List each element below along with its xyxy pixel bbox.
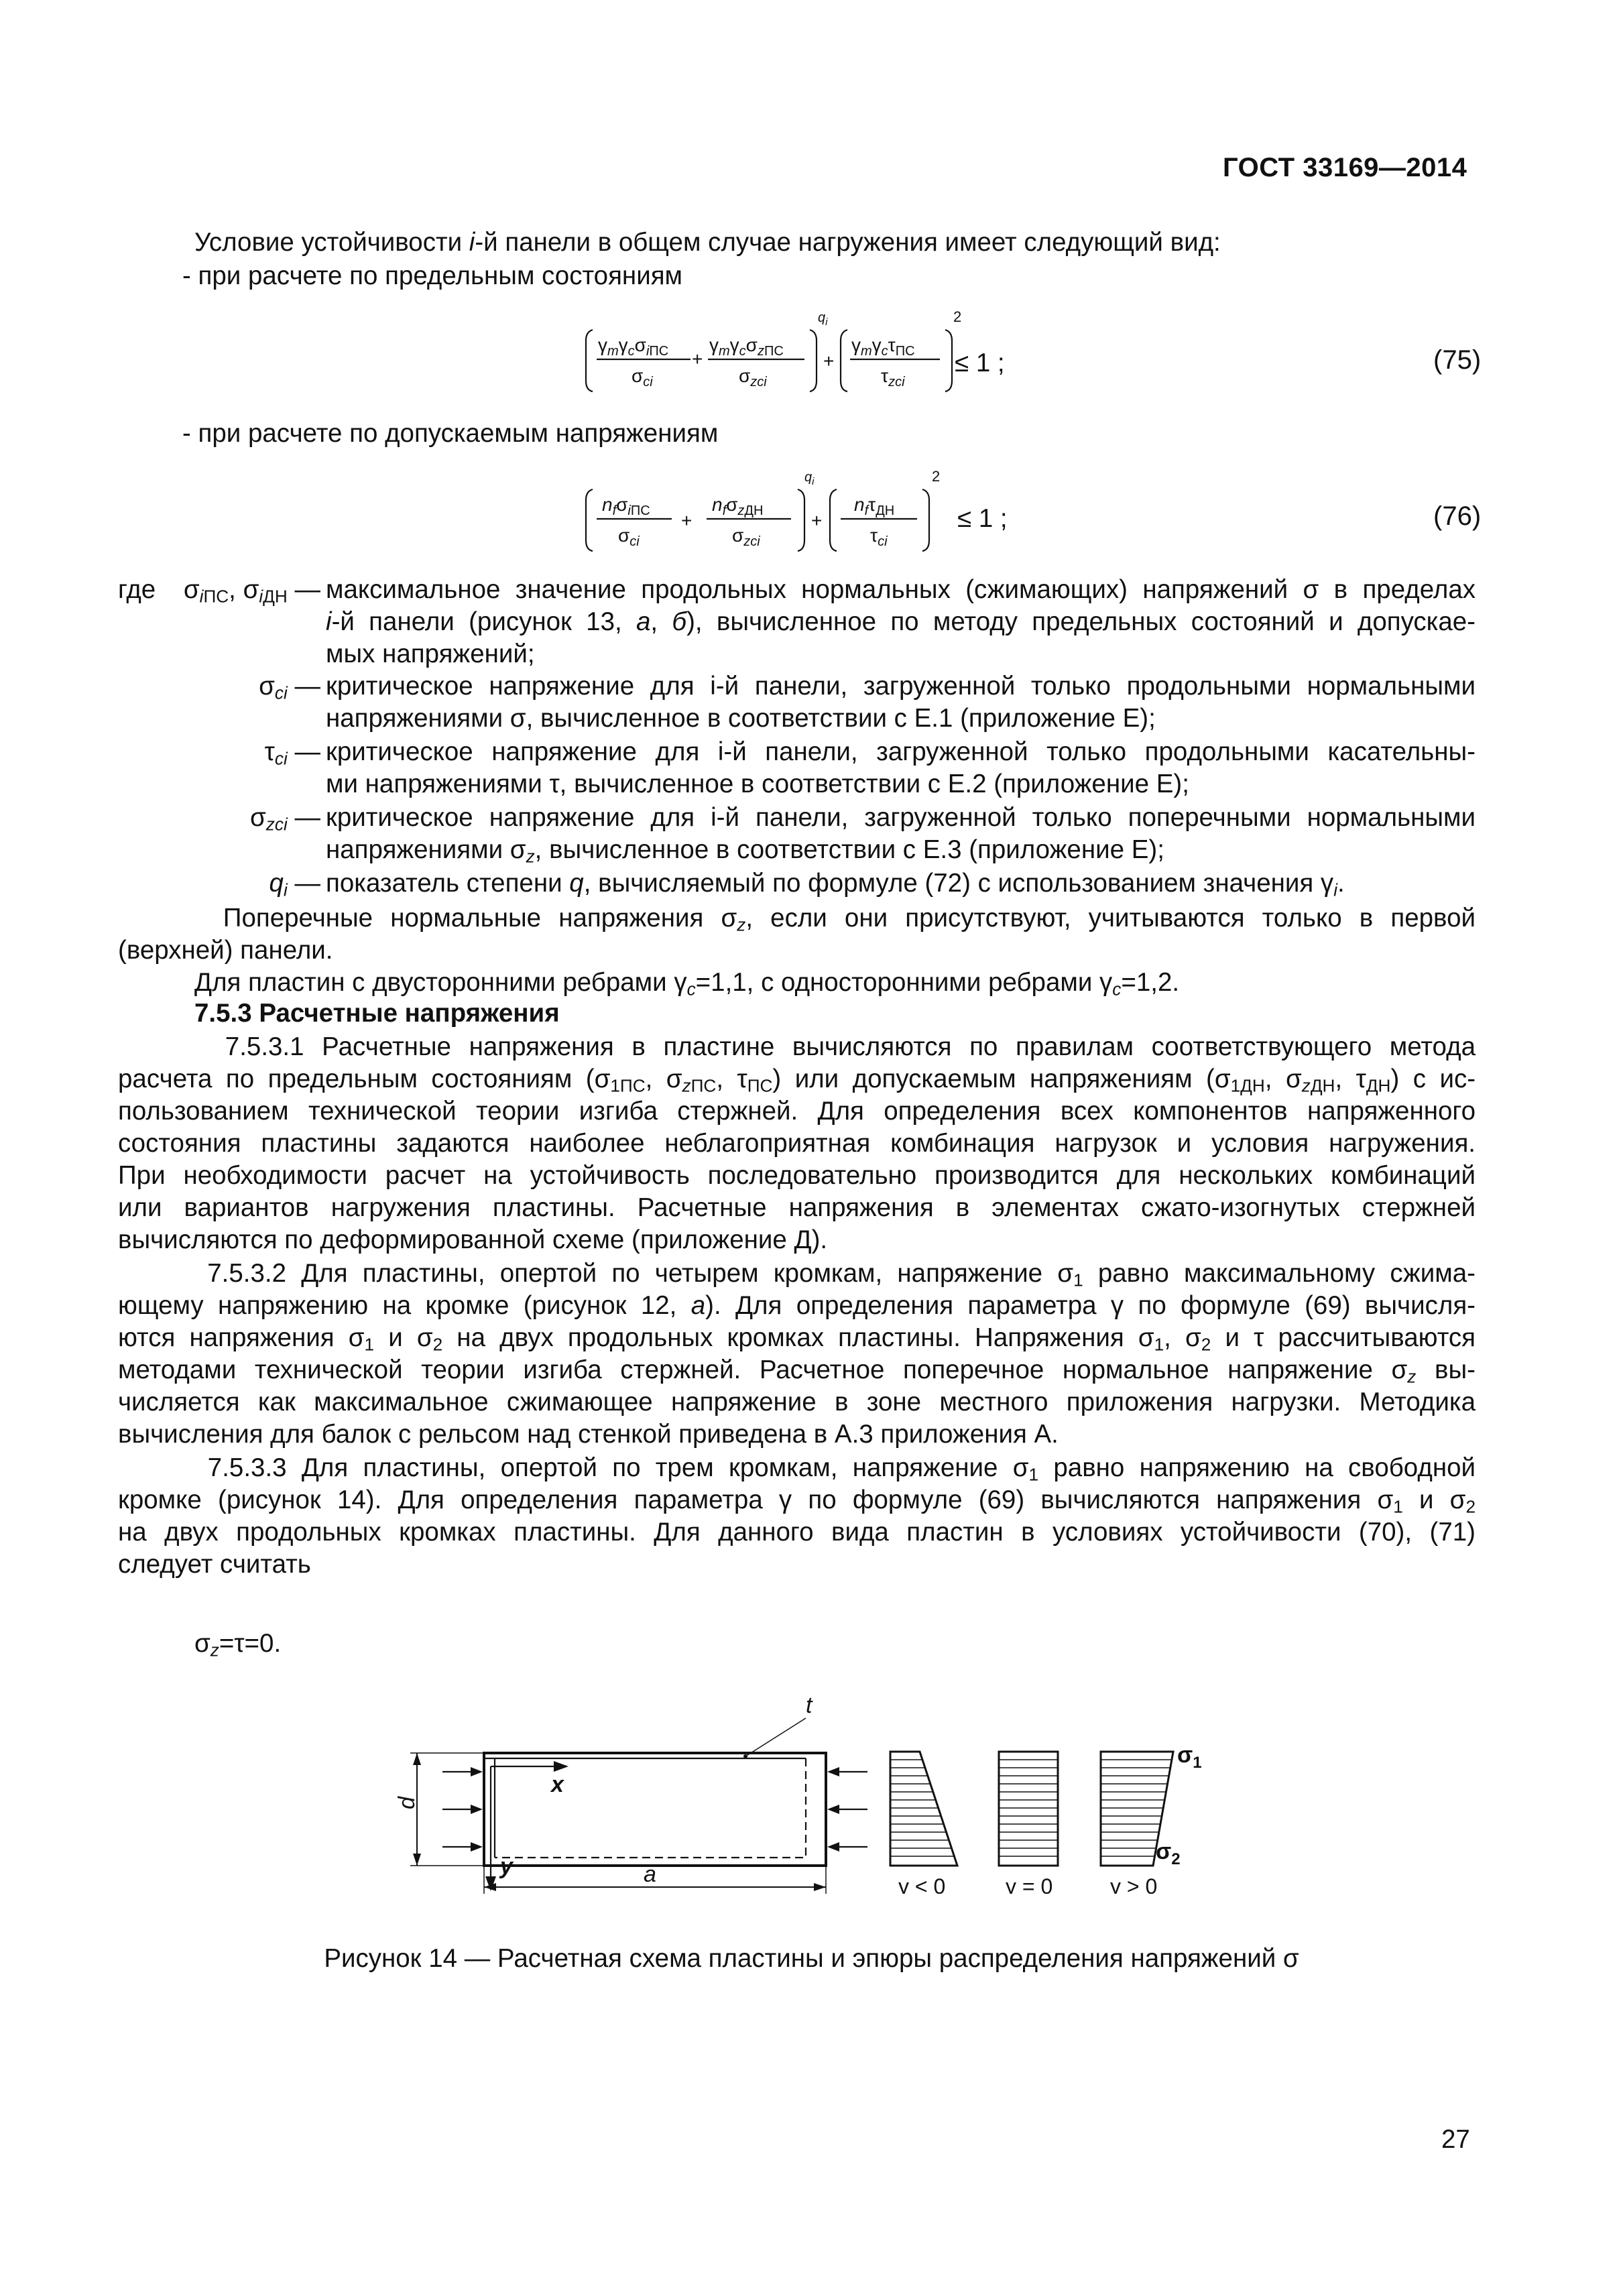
svg-text:σci: $\sigma_{ci}$: [618, 525, 640, 549]
bullet-limit-states: - при расчете по предельным состояниям: [182, 261, 683, 290]
svg-text:+: +: [823, 351, 835, 371]
definition-sigma-zci: критическое напряжение для i-й панели, загруженной только поперечными нормальными напряжениями $\sigma_z$, вычисленное в соответствии с Е.3 (приложение Е);: [326, 803, 1476, 867]
condition-sigma-z-tau: $\sigma_z=\tau=0$.: [194, 1629, 282, 1660]
definition-term-sigma-i: $\sigma_{iПС}$, $\sigma_{iДН}$ —: [183, 575, 320, 607]
figure-14: [375, 1693, 1247, 1894]
svg-text:τci: $\tau_{ci}$: [870, 525, 888, 549]
paragraph-transverse-stresses: Поперечные нормальные напряжения $\sigma_z$, если они присутствуют, учитываются только в первой (верхней) панели.: [118, 904, 1476, 965]
figure-14-caption: Рисунок 14 — Расчетная схема пластины и эпюры распределения напряжений σ: [324, 1944, 1299, 1973]
label-d: d: [394, 1797, 420, 1809]
svg-text:+: +: [811, 510, 823, 531]
svg-text:γmγcσiПС: $\gamma_m\gamma_c\sigma_{iПС}$: [598, 335, 669, 359]
definition-tau-ci: критическое напряжение для i-й панели, загруженной только продольными касательны- ми напряжениями τ, вычисленное в соответствии с Е.2 (приложение Е);: [326, 737, 1476, 798]
paragraph-7-5-3-1: 7.5.3.1 Расчетные напряжения в пластине вычисляются по правилам соответствующего метода расчета по предельным состояниям ($\sigma_{1ПС}$, $\sigma_{zПС}$, $\tau_{ПС}$) или допускаемым напряжениям ($\sigma_{1ДН}$, $\sigma_{zДН}$, $\tau_{ДН}$) с ис- пользованием технической теории изгиба стержней. Для определения всех компонентов напряженного состояния пластины задаются наиболее неблагоприятная комбинация нагрузок и условия нагружения. При необходимости расчет на устойчивость последовательно производится для нескольких комбинаций или вариантов нагружения пластины. Расчетные напряжения в элементах сжато-изогнутых стержней вычисляются по деформированной схеме (приложение Д).: [118, 1032, 1476, 1254]
svg-text:nfσzДН: $n_f\sigma_{zДН}$: [712, 494, 764, 518]
svg-text:2: 2: [932, 468, 941, 485]
svg-text:nfτДН: $n_f\tau_{ДН}$: [854, 494, 895, 518]
svg-text:+: +: [692, 349, 703, 369]
paragraph-gamma-c: Для пластин с двусторонними ребрами $\gamma_c=1,1$, с односторонними ребрами $\gamma_c=1,2$.: [194, 968, 1180, 1000]
svg-text:σci: $\sigma_{ci}$: [632, 365, 653, 389]
label-t: t: [806, 1693, 813, 1718]
page-number: 27: [1441, 2125, 1470, 2154]
figure-14-diagram: [375, 1693, 1247, 1894]
svg-text:γmγcσzПС: $\gamma_m\gamma_c\sigma_{zПС}$: [709, 335, 784, 359]
section-title-7-5-3: 7.5.3 Расчетные напряжения: [194, 999, 560, 1028]
definition-term-qi: $q_i$ —: [269, 869, 320, 900]
equation-75-relation: ≤ 1 ;: [955, 349, 1005, 377]
svg-text:+: +: [681, 510, 693, 531]
plate-rectangle: [484, 1753, 826, 1866]
definition-sigma-i: максимальное значение продольных нормальных (сжимающих) напряжений σ в пределах i-й панели (рисунок 13, а, б), вычисленное по методу предельных состояний и допускае- мых напряжений;: [326, 575, 1476, 668]
paragraph-7-5-3-2: 7.5.3.2 Для пластины, опертой по четырем кромкам, напряжение $\sigma_1$ равно максимальному сжима- ющему напряжению на кромке (рисунок 12, а). Для определения параметра γ по формуле (69) вычисля- ются напряжения $\sigma_1$ и $\sigma_2$ на двух продольных кромках пластины. Напряжения $\sigma_1$, $\sigma_2$ и τ рассчитываются методами технической теории изгиба стержней. Расчетное поперечное нормальное напряжение $\sigma_z$ вы- числяется как максимальное сжимающее напряжение в зоне местного приложения нагрузки. Методика вычисления для балок с рельсом над стенкой приведена в А.3 приложения А.: [118, 1259, 1476, 1449]
definition-sigma-ci: критическое напряжение для i-й панели, загруженной только продольными нормальными напряжениями σ, вычисленное в соответствии с Е.1 (приложение Е);: [326, 672, 1476, 733]
paragraph-7-5-3-3: 7.5.3.3 Для пластины, опертой по трем кромкам, напряжение $\sigma_1$ равно напряжению на свободной кромке (рисунок 14). Для определения параметра γ по формуле (69) вычисляются напряжения $\sigma_1$ и $\sigma_2$ на двух продольных кромках пластины. Для данного вида пластин в условиях устойчивости (70), (71) следует считать: [118, 1453, 1476, 1579]
label-x: x: [551, 1772, 564, 1797]
svg-text:γmγcτПС: $\gamma_m\gamma_c\tau_{ПС}$: [851, 335, 915, 359]
where-word: где: [118, 575, 156, 604]
intro-condition-line: Условие устойчивости i-й панели в общем случае нагружения имеет следующий вид:: [194, 228, 1221, 257]
svg-text:τzci: $\tau_{zci}$: [881, 365, 905, 389]
label-gamma-negative: γ < 0: [898, 1874, 946, 1894]
definition-term-tau-ci: $\tau_{ci}$ —: [264, 737, 320, 769]
definition-qi: показатель степени q, вычисляемый по формуле (72) с использованием значения $\gamma_i$.: [326, 869, 1345, 900]
document-code: ГОСТ 33169—2014: [1223, 153, 1467, 182]
stress-diagram-gamma-negative-hatch: [890, 1760, 954, 1856]
svg-text:2: 2: [953, 308, 962, 325]
label-gamma-positive: γ > 0: [1110, 1874, 1158, 1894]
svg-text:qi: $q_i$: [818, 310, 828, 328]
label-gamma-zero: γ = 0: [1006, 1874, 1053, 1894]
label-a: a: [644, 1862, 656, 1887]
bullet-allowable-stresses: - при расчете по допускаемым напряжениям: [182, 419, 719, 448]
plate-dashed-edge: [495, 1758, 806, 1858]
svg-text:qi: $q_i$: [804, 470, 815, 487]
definition-term-sigma-zci: $\sigma_{zci}$ —: [250, 803, 320, 835]
equation-76-number: (76): [1433, 501, 1482, 531]
svg-text:σzci: $\sigma_{zci}$: [739, 365, 767, 389]
definition-term-sigma-ci: $\sigma_{ci}$ —: [259, 672, 320, 703]
label-y: y: [500, 1854, 513, 1879]
svg-text:σzci: $\sigma_{zci}$: [732, 525, 760, 549]
label-sigma1: $\sigma_1$: [1177, 1742, 1202, 1772]
equation-75-number: (75): [1433, 345, 1482, 375]
svg-text:nfσiПС: $n_f\sigma_{iПС}$: [602, 494, 650, 518]
equation-76-relation: ≤ 1 ;: [957, 504, 1008, 533]
label-sigma2: $\sigma_2$: [1156, 1839, 1181, 1868]
